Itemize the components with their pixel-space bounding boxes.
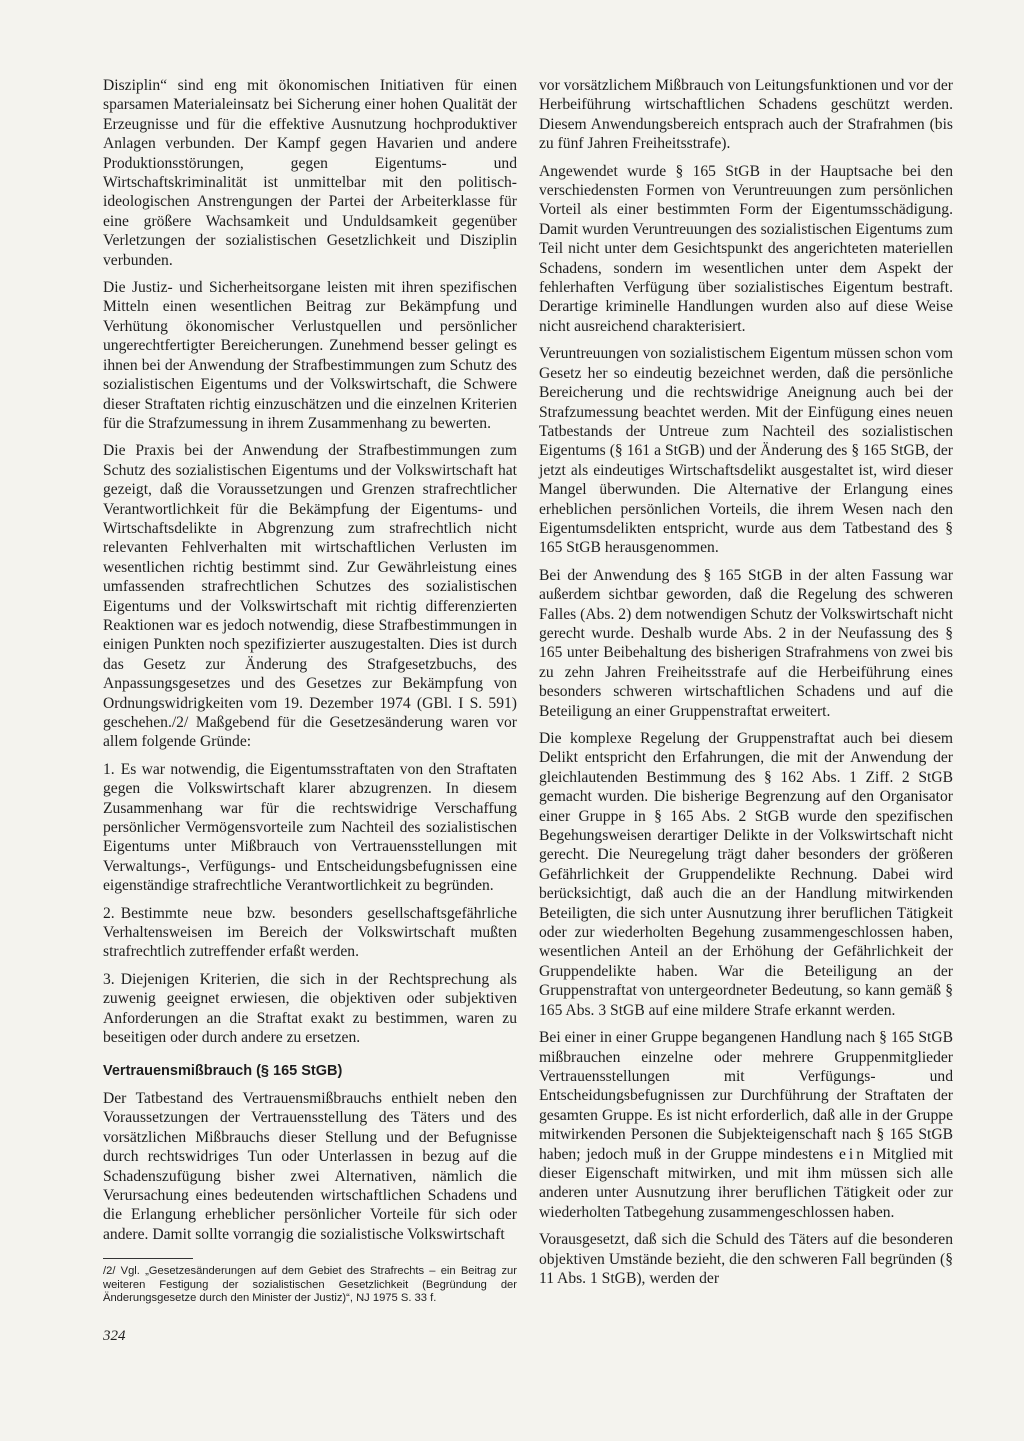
list-number: 2. xyxy=(103,904,115,922)
paragraph: Der Tatbestand des Vertrauensmißbrauchs enthielt neben den Voraussetzungen der Vertrauensstellung des Täters und des vorsätzlichen Mißbrauchs dieser Stellung und der Befugnisse durch rechtswidriges Tun oder Unterlassen in bezug auf die Schadenszufügung bisher zwei Alternativen, nämlich die Verursachung eines bedeutenden wirtschaftlichen Schadens und die Erlangung erheblicher persönlicher Vorteile für sich oder andere. Damit sollte vorrangig die sozialistische Volkswirtschaft xyxy=(103,1089,517,1243)
paragraph: Veruntreuungen von sozialistischem Eigentum müssen schon vom Gesetz her so eindeutig bezeichnet werden, daß die persönliche Bereicherung und die rechtswidrige Aneignung auch bei der Strafzumessung beachtet werden. Mit der Einfügung eines neuen Tatbestands der Untreue zum Nachteil des sozialistischen Eigentums (§ 161 a StGB) und der Änderung des § 165 StGB, der jetzt als eindeutiges Wirtschaftsdelikt ausgestaltet ist, wird dieser Mangel überwunden. Die Alternative der Erlangung eines erheblichen persönlichen Vorteils, die ihrem Wesen nach den Eigentumsdelikten entspricht, wurde aus dem Tatbestand des § 165 StGB herausgenommen. xyxy=(539,345,953,557)
paragraph: vor vorsätzlichem Mißbrauch von Leitungsfunktionen und vor der Herbeiführung wirtschaftlichen Schadens geschützt werden. Diesem Anwendungsbereich entsprach auch der Strafrahmen (bis zu fünf Jahren Freiheitsstrafe). xyxy=(539,77,953,153)
list-text: Diejenigen Kriterien, die sich in der Rechtsprechung als zuwenig geeignet erwiesen, die objektiven oder subjektiven Anforderungen an die Straftat exakt zu bestimmen, waren zu beseitigen oder durch andere zu ersetzen. xyxy=(103,970,517,1047)
page-number: 324 xyxy=(103,1328,126,1344)
paragraph: Die Justiz- und Sicherheitsorgane leisten mit ihren spezifischen Mitteln einen wesentlichen Beitrag zur Bekämpfung und Verhütung ökonomischer Verlustquellen und persönlicher ungerechtfertigter Bereicherungen. Zunehmend besser gelingt es ihnen bei der Anwendung der Strafbestimmungen zum Schutz des sozialistischen Eigentums und der Volkswirtschaft, die Schwere dieser Straftaten richtig einzuschätzen und die einzelnen Kriterien für die Strafzumessung in ihrem Zusammenhang zu bewerten. xyxy=(103,279,517,432)
footnote: /2/ Vgl. „Gesetzesänderungen auf dem Gebiet des Strafrechts – ein Beitrag zur weiteren Festigung der sozialistischen Gesetzlichkeit (Begründung der Änderungsgesetze durch den Minister der Justiz)“, NJ 1975 S. 33 f. xyxy=(103,1265,517,1305)
list-text: Es war notwendig, die Eigentumsstraftaten von den Straftaten gegen die Volkswirtschaft klarer abzugrenzen. In diesem Zusammenhang war für die rechtswidrige Verschaffung persönlicher Vermögensvorteile zum Nachteil des sozialistischen Eigentums unter Mißbrauch von Vertrauensstellungen mit Verwaltungs-, Verfügungs- und Entscheidungsbefugnissen eine eigenständige strafrechtliche Verantwortlichkeit zu begründen. xyxy=(103,760,517,895)
right-column xyxy=(539,76,953,1296)
paragraph: Disziplin“ sind eng mit ökonomischen Initiativen für einen sparsamen Materialeinsatz bei Sicherung einer hohen Qualität der Erzeugnisse und für die effektive Ausnutzung hochproduktiver Anlagen verbunden. Der Kampf gegen Havarien und andere Produktionsstörungen, gegen Eigentums- und Wirtschaftskriminalität ist unmittelbar mit den politisch-ideologischen Anstrengungen der Partei der Arbeiterklasse für eine größere Wachsamkeit und Unduldsamkeit gegenüber Verletzungen der sozialistischen Gesetzlichkeit und Disziplin verbunden. xyxy=(103,77,517,269)
paragraph: Die Praxis bei der Anwendung der Strafbestimmungen zum Schutz des sozialistischen Eigentums und der Volkswirtschaft hat gezeigt, daß die Voraussetzungen und Grenzen strafrechtlicher Verantwortlichkeit für die Bekämpfung der Eigentums- und Wirtschaftsdelikte in Abgrenzung zum strafrechtlich nicht relevanten Fehlverhalten mit wirtschaftlichen Verlusten im wesentlichen richtig bestimmt sind. Zur Gewährleistung eines umfassenden strafrechtlichen Schutzes des sozialistischen Eigentums und der Volkswirtschaft mit richtig differenzierten Reaktionen war es jedoch notwendig, diese Strafbestimmungen in einigen Punkten noch spezifizierter auszugestalten. Dies ist durch das Gesetz zur Änderung des Strafgesetzbuchs, des Anpassungsgesetzes und des Gesetzes zur Bekämpfung von Ordnungswidrigkeiten vom 19. Dezember 1974 (GBl. I S. 591) geschehen./2/ Maßgebend für die Gesetzesänderung waren vor allem folgende Gründe: xyxy=(103,442,517,751)
paragraph: Die komplexe Regelung der Gruppenstraftat auch bei diesem Delikt entspricht den Erfahrungen, die mit der Anwendung der gleichlautenden Bestimmung des § 162 Abs. 1 Ziff. 2 StGB gemacht wurden. Die bisherige Begrenzung auf den Organisator einer Gruppe in § 165 Abs. 2 StGB wurde den spezifischen Begehungsweisen derartiger Delikte in der Volkswirtschaft nicht gerecht. Die Neuregelung trägt daher besonders der größeren Gefährlichkeit der Gruppendelikte Rechnung. Dabei wird berücksichtigt, daß auch die an der Handlung mitwirkenden Beteiligten, die sich unter Ausnutzung ihrer beruflichen Tätigkeit oder zur wiederholten Begehung zusammengeschlossen haben, wesentlichen Anteil an der Erhöhung der Gefährlichkeit der Gruppendelikte haben. War die Beteiligung an der Gruppenstraftat von untergeordneter Bedeutung, so kann gemäß § 165 Abs. 3 StGB auf eine mildere Strafe erkannt werden. xyxy=(539,730,953,1019)
footnote-divider xyxy=(103,1258,193,1259)
list-item xyxy=(103,760,517,896)
list-item xyxy=(103,970,517,1048)
emphasized-word: ein xyxy=(838,1145,868,1163)
reasons-list xyxy=(103,760,517,1048)
text-run: Bei einer in einer Gruppe begangenen Handlung nach § 165 StGB mißbrauchen einzelne oder mehrere Gruppenmitglieder Vertrauensstellungen mit Verfügungs- und Entscheidungsbefugnissen zur Durchführung der Straftaten der gesamten Gruppe. Es ist nicht erforderlich, daß alle in der Gruppe mitwirkenden Personen die Subjekteigenschaft nach § 165 StGB haben; jedoch muß in der Gruppe mindestens xyxy=(539,1029,953,1163)
paragraph xyxy=(539,1028,953,1222)
paragraph: Vorausgesetzt, daß sich die Schuld des Täters auf die besonderen objektiven Umstände bezieht, die den schweren Fall begründen (§ 11 Abs. 1 StGB), werden der xyxy=(539,1231,953,1287)
list-number: 1. xyxy=(103,760,115,778)
left-column xyxy=(103,76,517,1314)
section-heading: Vertrauensmißbrauch (§ 165 StGB) xyxy=(103,1062,343,1079)
list-text: Bestimmte neue bzw. besonders gesellschaftsgefährliche Verhaltensweisen im Bereich der Volkswirtschaft mußten strafrechtlich zutreffender erfaßt werden. xyxy=(103,904,517,961)
paragraph: Angewendet wurde § 165 StGB in der Hauptsache bei den verschiedensten Formen von Veruntreuungen zum persönlichen Vorteil als einer bestimmten Form der Eigentumsschädigung. Damit wurden Veruntreuungen des sozialistischen Eigentums zum Teil nicht unter dem Gesichtspunkt des angerichteten materiellen Schadens, sondern im wesentlichen unter dem Aspekt der fehlerhaften Verfügung über sozialistisches Eigentum bestraft. Derartige kriminelle Handlungen wurden also auf diese Weise nicht ausreichend charakterisiert. xyxy=(539,162,953,335)
list-item xyxy=(103,904,517,962)
paragraph: Bei der Anwendung des § 165 StGB in der alten Fassung war außerdem sichtbar geworden, daß die Regelung des schweren Falles (Abs. 2) dem notwendigen Schutz der Volkswirtschaft nicht gerecht wurde. Deshalb wurde Abs. 2 in der Neufassung des § 165 unter Beibehaltung des bisherigen Strafrahmens von zwei bis zu zehn Jahren Freiheitsstrafe auf die Herbeiführung eines besonders schweren wirtschaftlichen Schadens und auf die Beteiligung an einer Gruppenstraftat erweitert. xyxy=(539,566,953,720)
text-run: Mitglied mit dieser Eigenschaft mitwirken, und mit ihm müssen sich alle anderen unter Ausnutzung ihrer beruflichen Tätigkeit oder zur wiederholten Tatbegehung zusammengeschlossen haben. xyxy=(539,1145,953,1221)
list-number: 3. xyxy=(103,970,115,988)
